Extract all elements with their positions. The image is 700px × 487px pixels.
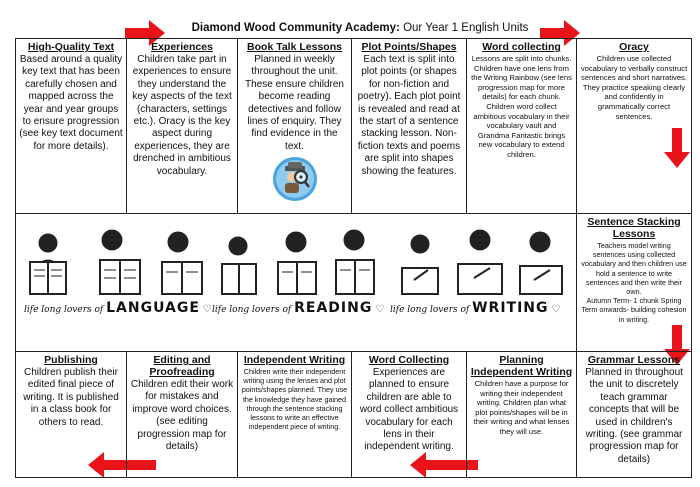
motto-prefix: life long lovers of [212,305,292,315]
cell-text: Children have a purpose for writing their independent writing. Children plan what plot points/shapes will be in their writing and what lenses they will use. [473,379,570,436]
term-note: Autumn Term- 1 chunk Spring Term onwards- building cohesion in writing. [581,296,687,324]
cell-title: Oracy [619,41,649,53]
heart-icon: ♡ [375,304,385,315]
cell-text: Children take part in experiences to ensure they understand the key aspects of the text (characters, settings etc.). Oracy is the key aspect during experiences, they are drenched in ambitious vocabulary. [132,54,232,177]
cell-title: Planning Independent Writing [470,354,573,378]
cell-title: Experiences [151,41,213,53]
cell-word-collecting [466,39,576,214]
motto-word: READING [294,300,373,316]
cell-text: Planned in weekly throughout the unit. These ensure children become reading detectives and follow lines of enquiry. They find evidence in the text. [245,54,344,152]
cell-editing-proofreading [126,351,237,477]
cell-title: Word Collecting [368,354,450,366]
cell-planning-independent-writing [466,351,576,477]
cell-text: Planned in throughout the unit to discretely teach grammar concepts that will be used in children's writing. (see grammar progression map for details) [585,367,683,465]
cell-experiences [126,39,237,214]
cell-word-collecting-bottom [351,351,466,477]
motto-language [24,300,212,316]
heart-icon: ♡ [551,304,561,315]
cell-oracy [576,39,691,214]
cell-high-quality-text [16,39,126,214]
cell-publishing [16,351,126,477]
motto-prefix: life long lovers of [24,305,104,315]
school-name: Diamond Wood Community Academy: [191,22,400,34]
cell-text: Teachers model writing sentences using collected vocabulary and then children use hold a sentence to write sentences and then write their own. [581,241,687,297]
cell-title: Independent Writing [243,354,346,366]
cell-title: Publishing [44,354,98,366]
units-grid [15,38,692,478]
cell-title: Book Talk Lessons [247,41,342,53]
cell-title: Editing and Proofreading [149,354,215,378]
cell-text: Each text is split into plot points (or shapes for non-fiction and poetry). Each plot point is revealed and read at the start of a sentence stacking lesson. Non-fiction texts and poems are split into shapes showing the features. [357,54,461,177]
motto-reading [212,300,384,316]
reading-detective-icon [272,156,318,202]
cell-sentence-stacking [576,214,691,351]
cell-book-talk-lessons [237,39,351,214]
page-title [160,22,560,34]
cell-text: Children use collected vocabulary to verbally construct sentences and short narratives. They practice speaking clearly and confidently in grammatically correct sentences. [580,54,688,121]
cell-title: Grammar Lessons [587,354,681,366]
motto-word: WRITING [472,300,549,316]
motto-prefix: life long lovers of [390,305,470,315]
motto-word: LANGUAGE [106,300,200,316]
units-subtitle: Our Year 1 English Units [403,22,529,34]
cell-text: Children write their independent writing using the lenses and plot points/shapes planned. They use the knowledge they have gained through the sentence stacking lessons to write an effective independent piece of writing. [241,367,348,432]
heart-icon: ♡ [202,304,212,315]
cell-title: Sentence Stacking Lessons [587,216,681,240]
cell-grammar-lessons [576,351,691,477]
cell-text: Children edit their work for mistakes and improve word choices. (see editing progression map for details) [130,379,234,453]
cell-text: Children publish their edited final piece of writing. It is published in a class book for others to read. [23,367,119,428]
cell-text: Based around a quality key text that has been carefully chosen and mapped across the year and year groups to ensure progression (see key text document for more details). [19,54,123,152]
cell-title: Word collecting [482,41,561,53]
cell-independent-writing [237,351,351,477]
cell-text: Experiences are planned to ensure children are able to word collect ambitious vocabulary for each lens in their independent writing. [359,367,459,453]
cell-text: Lessons are split into chunks. Children have one lens from the Writing Rainbow (see lens progression map for more details) for each chunk. Children word collect ambitious vocabulary in their vocabulary vault and Grandma Fantastic brings new vocabulary to extend children. [471,54,572,159]
cell-title: Plot Points/Shapes [361,41,457,53]
motto-writing [390,300,560,316]
cell-title: High-Quality Text [27,41,115,53]
cell-plot-points [351,39,466,214]
lifelong-lovers-strip [16,214,576,351]
